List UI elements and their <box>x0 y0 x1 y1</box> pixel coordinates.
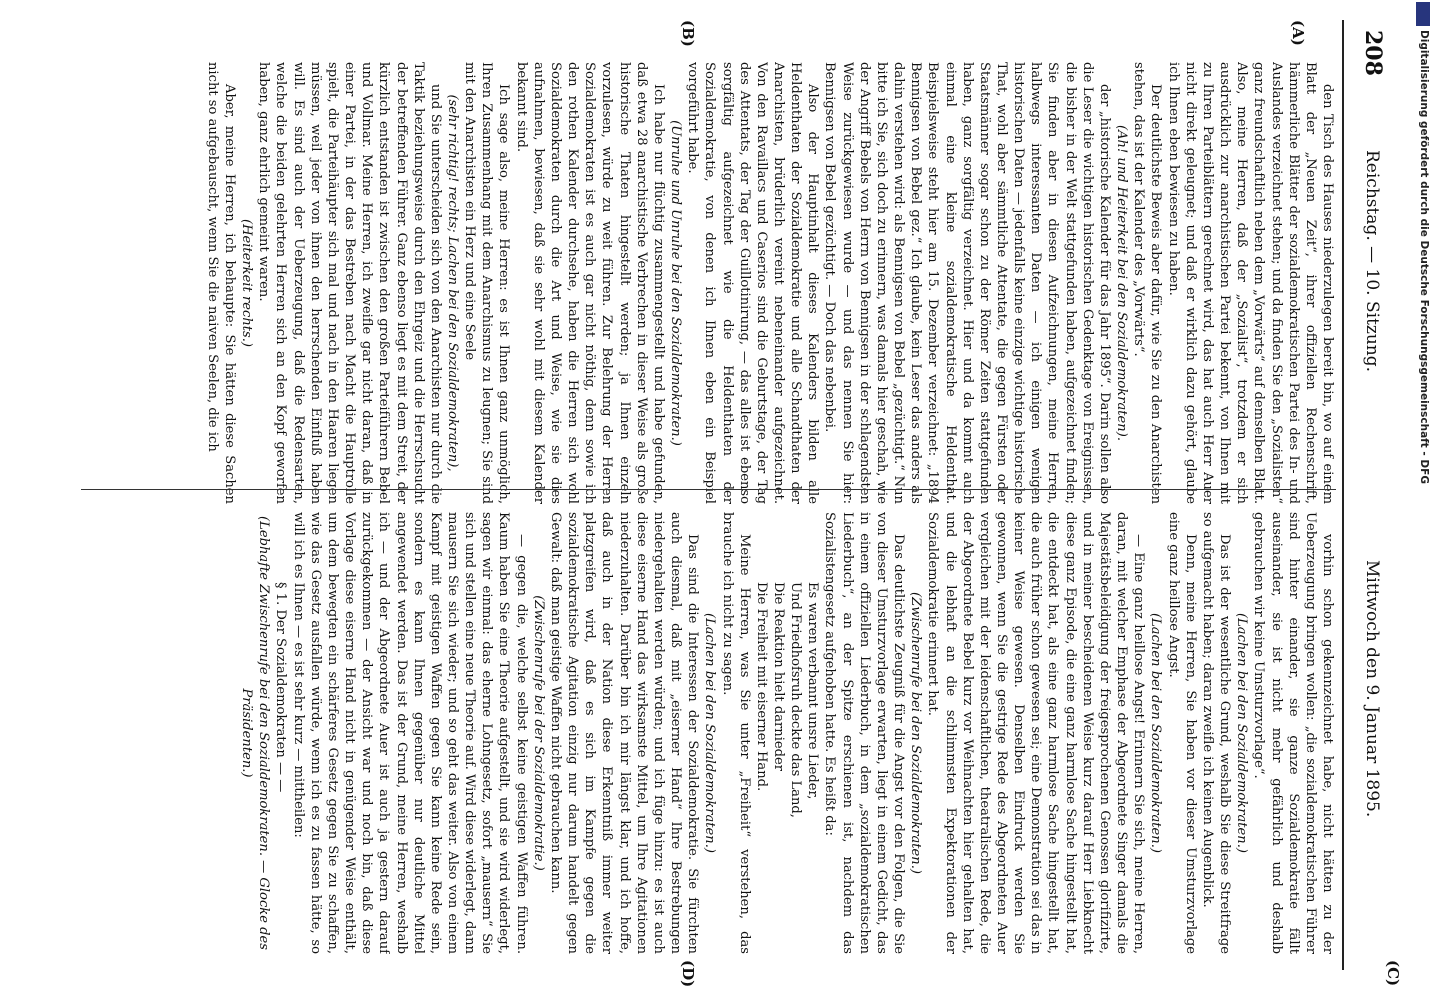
page-header <box>1352 0 1392 1000</box>
paragraph: Ich sage also, meine Herren: es ist Ihnen ganz unmöglich, Ihren Zusammenhang mit dem Anarchismus zu leugnen; Sie sind mit den Anarchisten ein Herz und eine Seele <box>462 62 512 504</box>
interjection: (Zwischenrufe bei den Sozialdemokraten.) <box>908 591 924 874</box>
paragraph: vorhin schon gekennzeichnet habe, nicht hätten zu der Ueberzeugung bringen wollen: „die sozialdemokratischen Führer sind hinter einander, sie ganze Sozialdemokratie fällt auseinander, sie ist nicht mehr gefährlich und deshalb gebrauchen wir keine Umsturzvorlage“. <box>1251 512 1335 954</box>
margin-marker-b: (B) <box>679 20 697 47</box>
session-date: Mittwoch den 9. Januar 1895. <box>1362 560 1382 818</box>
paragraph: der „historische Kalender für das Jahr 1895“. Darin sollen also die Leser die wichtigen historischen Gedenktage von Ereignissen, die bisher in der Welt stattgefunden haben, aufgezeichnet finden; Sie finden aber in diesen Aufzeichnungen, meine Herren, halbwegs interessanten Daten — ich einigen wenigen historischen Daten — jedenfalls keine einzige wichtige historische That, wohl aber sämmtliche Attentate, die gegen Fürsten oder Staatsmänner sogar schon zu der Römer Zeiten stattgefunden haben, ganz sorgfältig verzeichnet. Hier und da kommt auch einmal eine kleine sozialdemokratische Heldenthat. Beispielsweise steht hier am 15. Dezember verzeichnet: „1894 Bennigsen von Bebel gez.“ Ich glaube, kein Leser das anders als dahin verstehen wird: als Bennigsen von Bebel „gezüchtigt.“ Nun bitte ich Sie, sich doch zu erinnern, was damals hier geschah, wie der Angriff Bebels von Herrn von Bennigsen in der schlagendsten Weise zurückgewiesen wurde — und das nennen Sie hier: Bennigsen von Bebel gezüchtigt. — Doch das nebenbei. <box>822 62 1112 504</box>
interjection: (Lachen bei den Sozialdemokraten.) <box>1234 612 1250 853</box>
paragraph: Das sind die Interessen der Sozialdemokratie. Sie fürchten auch diesmal, daß mit „eiserner Hand“ Ihre Bestrebungen niedergehalten werden würden; und ich füge hinzu: es ist auch diese eiserne Hand das wirksamste Mittel, um Ihre Agitationen niederzuhalten. Darüber bin ich mir längst klar, und ich hoffe, daß auch in der Nation diese Erkenntniß immer weiter platzgreifen wird, daß es sich im Kampfe gegen die sozialdemokratische Agitation einzig nur darum handelt gegen Gewalt: daß man geistige Waffen nicht gebrauchen kann. <box>547 512 701 954</box>
margin-marker-d: (D) <box>679 960 697 988</box>
interjection: (Ah! und Heiterkeit bei den Sozialdemokraten). <box>1114 124 1130 442</box>
header-rule <box>1342 20 1344 970</box>
paragraph: — gegen die, welche selbst keine geistigen Waffen führen. Kaum haben Sie eine Theorie aufgestellt, und sie wird widerlegt, sagen wir einmal: das eherne Lohngesetz, sofort „mausern“ Sie sich und stellen eine neue Theorie auf. Wird diese widerlegt, dann mausern Sie sich wieder; und so geht das weiter. Also von einem Kampf mit geistigen Waffen gegen Sie kann keine Rede sein, sondern es kann Ihnen gegenüber nur deutliche Mittel angewendet werden. Das ist der Grund, meine Herren, weshalb ich — und der Abgeordnete Auer ist auch ja gestern darauf zurückgekommen — der Ansicht war und noch bin, daß diese Vorlage diese eiserne Hand nicht in genügender Weise enthält, um dem bewegten ein schärferes Gesetz gegen Sie zu schaffen, wie das Gesetz ausfallen würde, wenn ich es zu fassen hätte, so will ich es Ihnen — es ist sehr kurz — mittheilen: <box>290 512 529 954</box>
margin-marker-a: (A) <box>1289 20 1307 46</box>
margin-marker-c: (C) <box>1384 960 1402 987</box>
paragraph: und Sie unterscheiden sich von den Anarchisten nur durch die Taktik beziehungsweise durch den Ehrgeiz und die Herrschsucht der betreffenden Führer. Ganz ebenso liegt es mit dem Streit, der kürzlich entstanden ist zwischen den großen Parteiführern Bebel und Vollmar. Meine Herren, ich zweifle gar nicht daran, daß in einer Partei, in der das Bestreben nach Macht die Hauptrolle spielt, die Parteihäupter sich mal und nach in den Haaren liegen müssen, weil jeder von ihnen den herrschenden Einfluß haben will. Es sind auch der Ueberzeugung, daß die Redensarten, welche die beiden gelehrten Herren sich an den Kopf geworfen haben, ganz ehrlich gemeint waren. <box>256 62 443 504</box>
interjection: (Unruhe und Unruhe bei den Sozialdemokraten.) <box>668 120 684 446</box>
paragraph: — Eine ganz heillose Angst! Erinnern Sie sich, meine Herren, daran, mit welcher Emphase der Abgeordnete Singer damals die Majestätsbeleidigung der freigesprochenen Genossen glorifizirte, und in meiner bescheidenen Weise kurz darauf Herr Liebknecht diese ganz Episode, die eine ganz harmlose Sache hingestellt hat, die entdeckt hat, als eine ganz harmlose Sache hingestellt hat, die auch früher schon gewesen sei; eine Demonstration sei das in keiner Weise gewesen. Denselben Eindruck werden Sie gewonnen, wenn Sie die gestrige Rede des Abgeordneten Auer vergleichen mit der leidenschaftlichen, theatralischen Rede, die der Abgeordnete Bebel kurz vor Weihnachten hier gehalten hat, und die lebhaft an die schlimmsten Expektorationen der Sozialdemokratie erinnert hat. <box>925 512 1147 954</box>
dfg-watermark: Digitalisierung gefördert durch die Deutsche Forschungsgemeinschaft - DFG <box>1418 30 1430 484</box>
verse-line: § 1. Der Sozialdemokraten — — <box>273 582 289 793</box>
paragraph: Denn, meine Herren, Sie haben vor dieser Umsturzvorlage eine ganz heillose Angst. <box>1165 512 1198 954</box>
paragraph: Meine Herren, was Sie unter „Freiheit“ verstehen, das brauche ich nicht zu sagen. <box>719 512 752 954</box>
paragraph: Das deutlichste Zeugniß für die Angst vor den Folgen, die Sie von dieser Umsturzvorlage erwarten, liegt in einem Gedicht, das in einem offiziellen Liederbuch, in dem „sozialdemokratischen Liederbuch“, an der Spitze erschienen ist, nachdem das Sozialistengesetz aufgehoben hatte. Es heißt da: <box>822 512 907 954</box>
verse-line: Die Freiheit mit eiserner Hand. <box>753 582 769 792</box>
interjection: (Lebhafte Zwischenrufe bei den Sozialdemokraten. — Glocke des Präsidenten.) <box>239 516 272 950</box>
paragraph: Also der Hauptinhalt dieses Kalenders bilden alle Heldenthaten der Sozialdemokratie und alle Schandthaten der Anarchisten, brüderlich vereint nebeneinander aufgezeichnet. Von den Ravaillacs und Caserios sind die Geburtstage, der Tag des Attentats, der Tag der Guillotinirung, — das alles ist ebenso sorgfältig aufgezeichnet wie die Heldenthaten der Sozialdemokratie, von denen ich Ihnen eben ein Beispiel vorgeführt habe. <box>685 62 821 504</box>
interjection: (Lachen bei den Sozialdemokraten.) <box>1148 612 1164 853</box>
interjection: (sehr richtig! rechts; Lachen bei den Sozialdemokraten), <box>445 94 461 472</box>
paragraph: Das ist der wesentliche Grund, weshalb Sie diese Streitfrage so aufgemacht haben; daran zweifle ich keinen Augenblick. <box>1199 512 1233 954</box>
session-title: Reichstag. — 10. Sitzung. <box>1362 150 1382 373</box>
right-column <box>81 512 1336 954</box>
paragraph: Ich habe nur flüchtig zusammengestellt und habe gefunden, daß etwa 28 anarchistische Verbrechen in dieser Weise als große historische Thaten hingestellt werden; ja Ihnen einzeln vorzulesen, würde zu weit führen. Zur Belehrung der Herren Sozialdemokraten ist es auch gar nicht nöthig, denn sowie ich den rothen Kalender durchsehe, haben die Herren sich wohl Sozialdemokraten durch die Art und Weise, wie sie dies aufnahmen, bewiesen, daß sie sehr wohl mit diesem Kalender bekannt sind. <box>513 62 666 504</box>
page-number: 208 <box>1360 30 1386 76</box>
left-column <box>81 62 1336 504</box>
interjection: (Lachen bei den Sozialdemokraten.) <box>702 612 718 853</box>
paragraph: Aber, meine Herren, ich behaupte: Sie hätten diese Sachen nicht so aufgebauscht, wenn Sie die naiven Seelen, die ich <box>204 62 237 504</box>
verse-line: Es waren verbannt unsre Lieder, <box>805 582 821 800</box>
interjection: (Heiterkeit rechts.) <box>239 218 255 348</box>
verse-line: Die Reaktion hielt darnieder <box>771 582 786 772</box>
dfg-logo-icon <box>1416 2 1430 26</box>
paragraph: den Tisch des Hauses niederzulegen bereit bin, wo auf einem Blatt der „Neuen Zeit“, ihrer offiziellen Rechenschrift, hämmerliche Blätter der sozialdemokratischen Partei des In- und Auslandes verzeichnet stehen; und da finden Sie den „Sozialisten“ ganz freundschaftlich neben dem „Vorwärts“ auf demselben Blatt. Also, meine Herren, daß der „Sozialist“, trotzdem er sich ausdrücklich zur anarchistischen Partei bekennt, von Ihnen mit zu Ihren Parteiblättern gerechnet wird, das hat auch Herr Auer nicht direkt geleugnet; und daß er wirklich dazu gehört, glaube ich Ihnen eben bewiesen zu haben. <box>1165 62 1335 504</box>
interjection: (Zwischenrufe bei der Sozialdemokratie.) <box>530 595 546 871</box>
verse-line: Und Friedhofsruh deckte das Land, <box>788 582 804 818</box>
paragraph: Der deutlichste Beweis aber dafür, wie Sie zu den Anarchisten stehen, das ist der Kalender des „Vorwärts“. <box>1131 62 1164 504</box>
column-divider <box>81 489 1336 490</box>
